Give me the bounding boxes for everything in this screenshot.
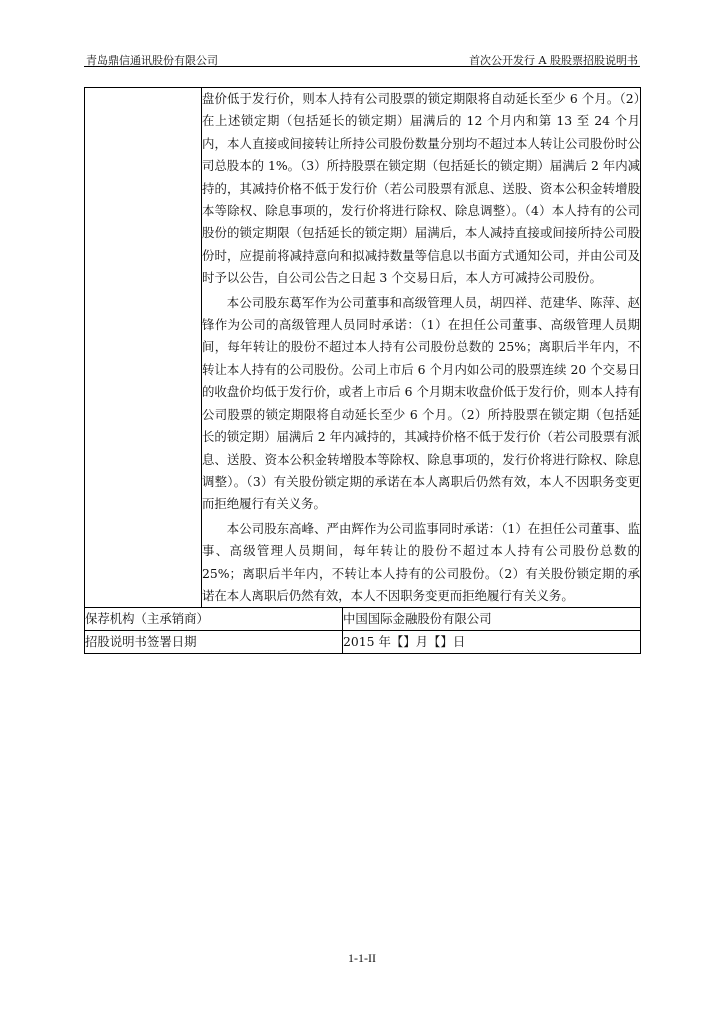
page-number: 1-1-II: [348, 951, 376, 965]
commitment-row: [85, 88, 641, 608]
commitment-paragraph: 本公司股东高峰、严由辉作为公司监事同时承诺：（1）在担任公司董事、监事、高级管理人员期间，每年转让的股份不超过本人持有公司股份总数的 25%；离职后半年内，不转让本人持有的公司股份。（2）有关股份锁定期的承诺在本人离职后仍然有效，本人不因职务变更而拒绝履行有关义务。: [202, 520, 640, 603]
commitment-paragraph: 本公司股东葛军作为公司董事和高级管理人员，胡四祥、范建华、陈萍、赵锋作为公司的高级管理人员同时承诺：（1）在担任公司董事、高级管理人员期间，每年转让的股份不超过本人持有公司股份总数的 25%；离职后半年内，不转让本人持有的公司股份。公司上市后 6 个月内如公司的股票连续 20 个交易日的收盘价均低于发行价，或者上市后 6 个月期末收盘价低于发行价，则本人持有公司股票的锁定期限将自动延长至少 6 个月。（2）所持股票在锁定期（包括延长的锁定期）届满后 2 年内减持的，其减持价格不低于发行价（若公司股票有派息、送股、资本公积金转增股本等除权、除息事项的，发行价将进行除权、除息调整）。（3）有关股份锁定期的承诺在本人离职后仍然有效，本人不因职务变更而拒绝履行有关义务。: [202, 294, 640, 512]
commitment-paragraph: 盘价低于发行价，则本人持有公司股票的锁定期限将自动延长至少 6 个月。（2）在上述锁定期（包括延长的锁定期）届满后的 12 个月内和第 13 至 24 个月内，本人直接或间接转让所持公司股份数量分别均不超过本人转让公司股份时公司总股本的 1%。（3）所持股票在锁定期（包括延长的锁定期）届满后 2 年内减持的，其减持价格不低于发行价（若公司股票有派息、送股、资本公积金转增股本等除权、除息事项的，发行价将进行除权、除息调整）。（4）本人持有的公司股份的锁定期限（包括延长的锁定期）届满后，本人减持直接或间接所持公司股份时，应提前将减持意向和拟减持数量等信息以书面方式通知公司，并由公司及时予以公告，自公司公告之日起 3 个交易日后，本人方可减持公司股份。: [202, 91, 640, 286]
document-title: 首次公开发行 A 股股票招股说明书: [469, 54, 638, 67]
signing-date-row: [85, 631, 641, 654]
sponsor-row: [85, 608, 641, 631]
prospectus-table: [84, 87, 641, 654]
company-name: 青岛鼎信通讯股份有限公司: [86, 54, 218, 67]
commitment-label-cell: [85, 88, 202, 608]
sponsor-value: 中国国际金融股份有限公司: [343, 608, 641, 631]
sponsor-label: 保荐机构（主承销商）: [85, 608, 343, 631]
commitment-content-cell: [202, 88, 641, 608]
signing-date-value: 2015 年【】月【】日: [343, 631, 641, 654]
page-header: [84, 44, 640, 67]
signing-date-label: 招股说明书签署日期: [85, 631, 343, 654]
